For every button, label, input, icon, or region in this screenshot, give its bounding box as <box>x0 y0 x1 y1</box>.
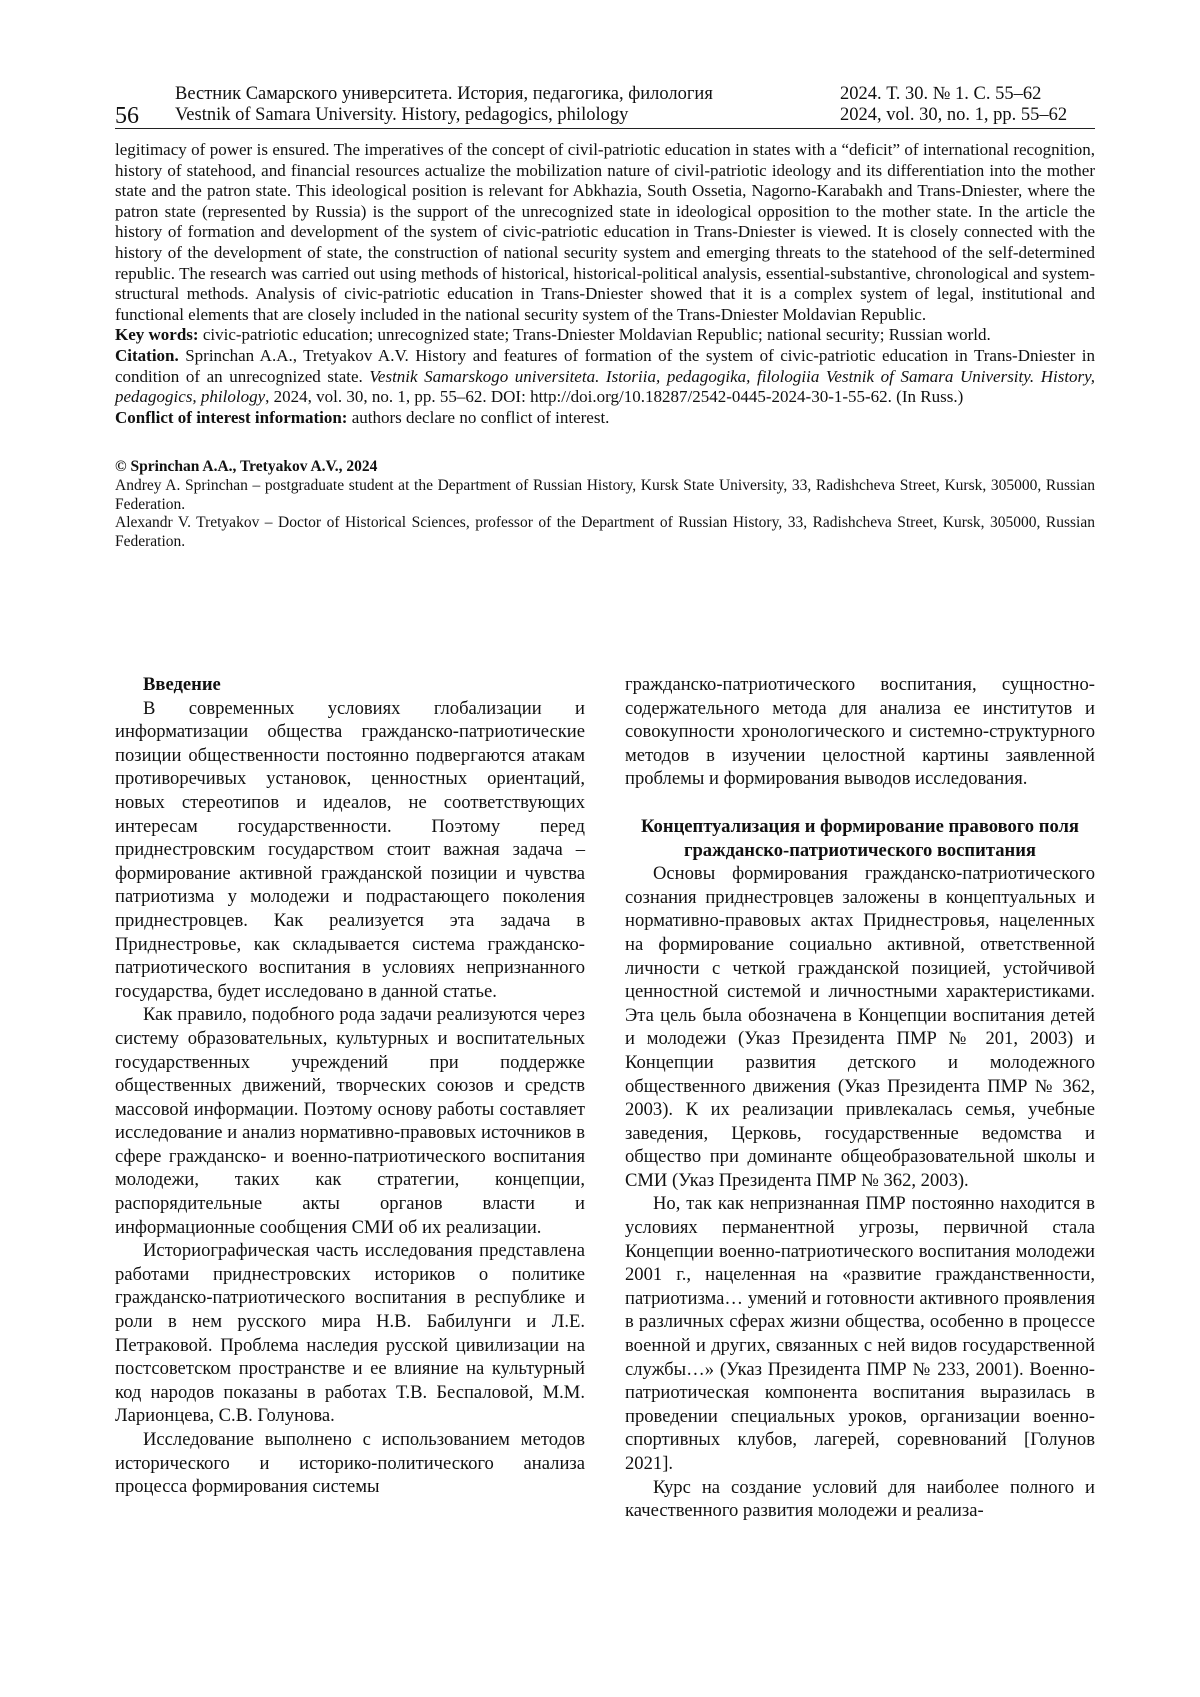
keywords-text: civic-patriotic education; unrecognized state; Trans-Dniester Moldavian Republic; national security; Russian world. <box>202 325 991 345</box>
paragraph: Курс на создание условий для наиболее полного и качественного развития молодежи и реализа- <box>625 1476 1095 1522</box>
intro-heading: Введение <box>143 674 221 695</box>
keywords <box>115 325 1095 346</box>
left-column <box>115 673 585 1499</box>
paragraph: Историографическая часть исследования представлена работами приднестровских историков о политике гражданско-патриотического воспитания в республике и роли в нем русского мира Н.В. Бабилунги и Л.Е. Петраковой. Проблема наследия русской цивилизации на постсоветском пространстве и ее влияние на культурный код народов показаны в работах Т.В. Беспаловой, М.М. Ларионцева, С.В. Голунова. <box>115 1240 585 1427</box>
conflict-text: authors declare no conflict of interest. <box>351 407 610 427</box>
citation-journal: Vestnik Samarskogo universiteta. Istoriia, pedagogika, filologiia Vestnik of Samara University. History, pedagogics, philology <box>115 366 1096 407</box>
paragraph: В современных условиях глобализации и информатизации общества гражданско-патриотические позиции общественности постоянно подвергаются атакам противоречивых установок, ценностных ориентаций, новых стереотипов и идеалов, не соответствующих интересам государственности. Поэтому перед приднестровским государством стоит важная задача – формирование активной гражданской позиции и чувства патриотизма у молодежи и подрастающего поколения приднестровцев. Как реализуется эта задача в Приднестровье, как складывается система гражданско-патриотического воспитания в условиях непризнанного государства, будет исследовано в данной статье. <box>115 697 585 1002</box>
citation-label: Citation. <box>115 345 179 365</box>
citation <box>115 346 1095 408</box>
right-column <box>625 673 1095 1523</box>
copyright-line: © Sprinchan A.A., Tretyakov A.V., 2024 <box>115 458 378 476</box>
journal-title-ru: Вестник Самарского университета. История, педагогика, филология <box>175 84 713 104</box>
author-2-info: Alexandr V. Tretyakov – Doctor of Historical Sciences, professor of the Department of Russian History, 33, Radishcheva Street, Kursk, 305000, Russian Federation. <box>115 514 1095 551</box>
paragraph: Основы формирования гражданско-патриотического сознания приднестровцев заложены в концептуальных и нормативно-правовых актах Приднестровья, нацеленных на формирование социально активной, ответственной личности с четкой гражданской позицией, устойчивой ценностной системой и личностными характеристиками. Эта цель была обозначена в Концепции воспитания детей и молодежи (Указ Президента ПМР № 201, 2003) и Концепции развития детского и молодежного общественного движения (Указ Президента ПМР № 362, 2003). К их реализации привлекалась семья, учебные заведения, Церковь, государственные ведомства и общество при доминанте общеобразовательной школы и СМИ (Указ Президента ПМР № 362, 2003). <box>625 863 1095 1191</box>
author-1-info: Andrey A. Sprinchan – postgraduate student at the Department of Russian History, Kursk State University, 33, Radishcheva Street, Kursk, 305000, Russian Federation. <box>115 477 1095 513</box>
issue-info-en: 2024, vol. 30, no. 1, pp. 55–62 <box>840 105 1068 125</box>
page-number: 56 <box>115 103 139 129</box>
paragraph: гражданско-патриотического воспитания, сущностно-содержательного метода для анализа ее институтов и совокупности хронологического и системно-структурного методов в изучении целостной картины заявленной проблемы и формирования выводов исследования. <box>625 674 1095 790</box>
copyright-block <box>115 458 1095 552</box>
keywords-label: Key words: <box>115 325 199 345</box>
conflict-of-interest <box>115 408 1095 429</box>
section-heading: Концептуализация и формирование правового поля гражданско-патриотического воспитания <box>641 815 1079 861</box>
citation-text: Sprinchan A.A., Tretyakov A.V. History and features of formation of the system of civic-patriotic education in Trans-Dniester in condition of an unrecognized state. <box>115 345 1095 386</box>
conflict-label: Conflict of interest information: <box>115 407 348 427</box>
abstract-text: legitimacy of power is ensured. The imperatives of the concept of civil-patriotic education in states with a “deficit” of international recognition, history of statehood, and financial resources actualize the mobilization nature of civil-patriotic ideology and its differentiation into the mother state and the patron state. This ideological position is relevant for Abkhazia, South Ossetia, Nagorno-Karabakh and Trans-Dniester, where the patron state (represented by Russia) is the support of the unrecognized state in ideological opposition to the mother state. In the article the history of formation and development of the system of civic-patriotic education in Trans-Dniester is viewed. It is closely connected with the history of the development of state, the construction of national security system and emerging threats to the statehood of the self-determined republic. The research was carried out using methods of historical, historical-political analysis, essential-substantive, chronological and system-structural methods. Analysis of civic-patriotic education in Trans-Dniester showed that it is a complex system of legal, institutional and functional elements that are closely included in the national security system of the Trans-Dniester Moldavian Republic. <box>115 140 1095 324</box>
abstract-block <box>115 140 1095 428</box>
paragraph: Но, так как непризнанная ПМР постоянно находится в условиях перманентной угрозы, первичной стала Концепции военно-патриотического воспитания молодежи 2001 г., нацеленная на «развитие гражданственности, патриотизма… умений и готовности активного проявления в различных сферах жизни общества, особенно в процессе военной и других, связанных с ней видов государственной службы…» (Указ Президента ПМР № 233, 2001). Военно-патриотическая компонента воспитания выразилась в проведении специальных уроков, организации военно-спортивных клубов, лагерей, соревнований [Голунов 2021]. <box>625 1193 1095 1474</box>
citation-tail: , 2024, vol. 30, no. 1, pp. 55–62. DOI: http://doi.org/10.18287/2542-0445-2024-30-1-55-62. (In Russ.) <box>265 387 964 407</box>
paragraph: Исследование выполнено с использованием методов исторического и историко-политического анализа процесса формирования системы <box>115 1429 585 1498</box>
paragraph: Как правило, подобного рода задачи реализуются через систему образовательных, культурных и воспитательных государственных учреждений при поддержке общественных движений, творческих союзов и средств массовой информации. Поэтому основу работы составляет исследование и анализ нормативно-правовых источников в сфере гражданско- и военно-патриотического воспитания молодежи, таких как стратегии, концепции, распорядительные акты органов власти и информационные сообщения СМИ об их реализации. <box>115 1004 585 1238</box>
journal-title <box>175 84 713 126</box>
running-header <box>115 80 1095 129</box>
article-page <box>115 80 1096 1522</box>
issue-info <box>840 84 1067 126</box>
issue-info-ru: 2024. Т. 30. № 1. С. 55–62 <box>840 84 1042 104</box>
journal-title-en: Vestnik of Samara University. History, pedagogics, philology <box>175 105 629 125</box>
